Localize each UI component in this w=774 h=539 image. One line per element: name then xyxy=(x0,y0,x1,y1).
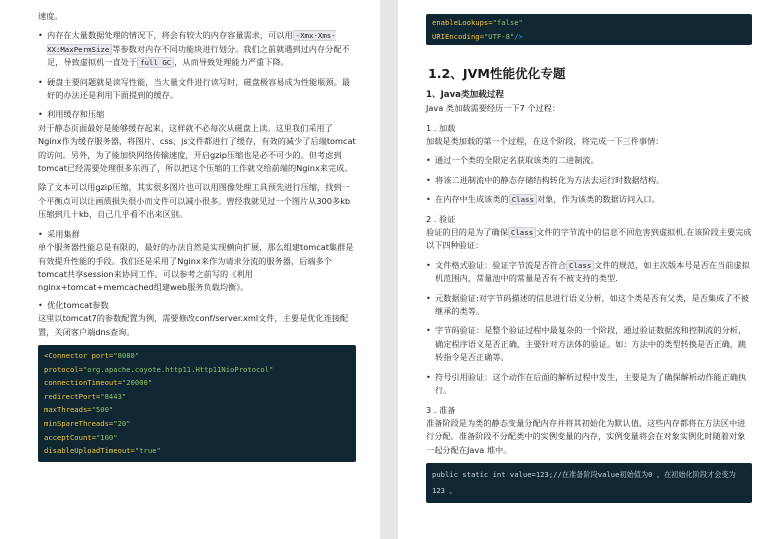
code-line xyxy=(44,403,350,417)
subheading: 1、Java类加载过程 xyxy=(426,90,504,101)
text: 内存在大量数据处理的情况下，将会有较大的内存容量需求，可以用 xyxy=(47,30,293,41)
bullet: • 元数据验证:对字节码描述的信息进行语义分析，如这个类是否有父类，是否集成了不被继承的类等。 xyxy=(426,292,752,319)
step-title: 2 . 验证 xyxy=(426,213,456,224)
paragraph: 对于静态页面最好是能够缓存起来，这样就不必每次从磁盘上读。这里我们采用了Nginx作为缓存服务器，将图片、css、js文件都进行了缓存，有效的减少了后端tomcat的访问。另外，为了能加快网络传输速度，开启gzip压缩也是必不可少的。但考虑到tomcat已经需要处理很多东西了，所以把这个压缩的工作就交给前端的Nginx来完成。 xyxy=(38,122,356,174)
step-title: 1 . 加载 xyxy=(426,122,456,133)
bullet xyxy=(426,259,752,286)
bullet-memory xyxy=(38,29,356,69)
code-value: "8080" xyxy=(113,350,140,360)
text: 验证的目的是为了确保 xyxy=(426,227,508,238)
bullet: • 字节码验证：是整个验证过程中最复杂的一个阶段，通过验证数据流和控制流的分析，确定程序语义是否正确，主要针对方法体的验证。如：方法中的类型转换是否正确，跳转指令是否正确等。 xyxy=(426,324,752,364)
paragraph: 除了文本可以用gzip压缩，其实很多图片也可以用图像处理工具预先进行压缩，找到一个平衡点可以让画质损失很小而文件可以减小很多。曾经我就见过一个图片从300多kb压缩到几十kb，自己几乎看不出来区别。 xyxy=(38,182,351,220)
code-value: "20000" xyxy=(121,378,153,388)
code-key: URIEncoding= xyxy=(432,31,484,41)
code-line xyxy=(44,363,350,377)
bullet-tomcat: • 优化tomcat参数 xyxy=(38,299,356,312)
inline-code: full GC xyxy=(137,57,174,68)
code-key: maxThreads= xyxy=(44,405,92,415)
code-line xyxy=(44,431,350,445)
bullet-cluster: • 采用集群 xyxy=(38,228,356,241)
code-line xyxy=(432,16,746,30)
code-line xyxy=(44,390,350,404)
code-value: "org.apache.coyote.http11.Http11NioProtocol" xyxy=(82,364,274,374)
page-gutter xyxy=(380,0,398,539)
code-value: "UTF-8" xyxy=(483,31,515,41)
bullet xyxy=(426,193,752,206)
code-value: "100" xyxy=(95,432,118,442)
bullet-disk: • 硬盘主要问题就是读写性能，当大量文件进行读写时，磁盘极容易成为性能瓶颈。最好的办法还是利用下面提到的缓存。 xyxy=(38,76,356,103)
code-line xyxy=(44,376,350,390)
code-tag-end: /> xyxy=(514,31,523,41)
inline-code: Class xyxy=(509,194,537,205)
code-line xyxy=(432,30,746,44)
text: 文件格式验证：验证字节流是否符合 xyxy=(435,259,567,270)
code-value: "500" xyxy=(91,405,114,415)
section-tomcat xyxy=(38,299,356,339)
code-key: acceptCount= xyxy=(44,432,96,442)
code-block-connector xyxy=(38,345,356,462)
text: 文件的字节流中的信息不回危害到虚拟机.在该阶段主要完成以下四种验证： xyxy=(426,227,752,251)
paragraph: Java 类加载需要经历一下7 个过程： xyxy=(426,103,561,114)
bullet-cache: • 利用缓存和压缩 xyxy=(38,108,356,121)
code-key: redirectPort= xyxy=(44,391,101,401)
code-key: disableUploadTimeout= xyxy=(44,446,135,456)
paragraph: 这里以tomcat7的参数配置为例，需要修改conf/server.xml文件，主要是优化连接配置，关闭客户端dns查询。 xyxy=(38,313,349,337)
code-key: connectionTimeout= xyxy=(44,378,122,388)
inline-code: Class xyxy=(566,260,594,271)
inline-code: -Xmx-Xms-XX:MaxPermSize xyxy=(47,31,336,54)
code-key: minSpareThreads= xyxy=(44,418,114,428)
text: 对象，作为该类的数据访问入口。 xyxy=(536,194,660,205)
code-value: "true" xyxy=(134,446,161,456)
paragraph xyxy=(426,226,752,253)
code-block-prepare: public static int value=123;//在准备阶段value初始值为0 。在初始化阶段才会变为123 。 xyxy=(426,463,752,503)
bullet: • 将该二进制流中的静态存储结构转化为方法去运行时数据结构。 xyxy=(426,174,752,187)
text: 等参数对内存不同功能块进行划分。我们之前就遇到过内存分配不足，导致虚拟机一直处于 xyxy=(47,43,350,68)
code-key: protocol= xyxy=(44,364,83,374)
code-value: "false" xyxy=(492,18,523,27)
right-page xyxy=(398,0,774,539)
paragraph: 单个服务器性能总是有限的，最好的办法自然是实现横向扩展，那么组建tomcat集群是有效提升性能的手段。我们还是采用了Nginx来作为请求分流的服务器，后端多个tomcat共享session来协同工作。可以参考之前写的《利用nginx+tomcat+memcached组建web服务负载均衡》。 xyxy=(38,242,354,293)
code-key: <Connector port= xyxy=(44,350,114,360)
left-page xyxy=(0,0,380,539)
bullet: • 通过一个类的全限定名获取该类的二进制流。 xyxy=(426,154,752,167)
text: 在内存中生成该类的 xyxy=(435,194,509,205)
code-block-continuation xyxy=(426,14,752,45)
text: ，从而导致处理能力严重下降。 xyxy=(174,57,289,68)
code-line xyxy=(44,349,350,363)
code-line xyxy=(44,444,350,458)
text: 文件的规范，如主次版本号是否在当前虚拟机范围内，常量池中的常量是否有不被支持的类型. xyxy=(435,259,750,284)
code-key: enableLookups= xyxy=(432,18,493,27)
code-line xyxy=(44,417,350,431)
inline-code: Class xyxy=(508,227,536,238)
paragraph: 速度。 xyxy=(38,11,63,21)
paragraph: 加载是类加载的第一个过程，在这个阶段，将完成一下三件事情： xyxy=(426,136,664,146)
section-cluster xyxy=(38,228,356,295)
paragraph: 准备阶段是为类的静态变量分配内存并将其初始化为默认值，这些内存都将在方法区中进行分配。准备阶段不分配类中的实例变量的内存，实例变量将会在对象实例化时随着对象一起分配在Java 堆中。 xyxy=(426,417,746,455)
section-heading: 1.2、JVM性能优化专题 xyxy=(428,66,566,82)
step-title: 3 . 准备 xyxy=(426,404,456,415)
code-value: "8443" xyxy=(100,391,127,401)
code-value: "20" xyxy=(113,418,131,428)
bullet: • 符号引用验证：这个动作在后面的解析过程中发生，主要是为了确保解析动作能正确执行。 xyxy=(426,371,752,398)
section-cache xyxy=(38,108,356,175)
